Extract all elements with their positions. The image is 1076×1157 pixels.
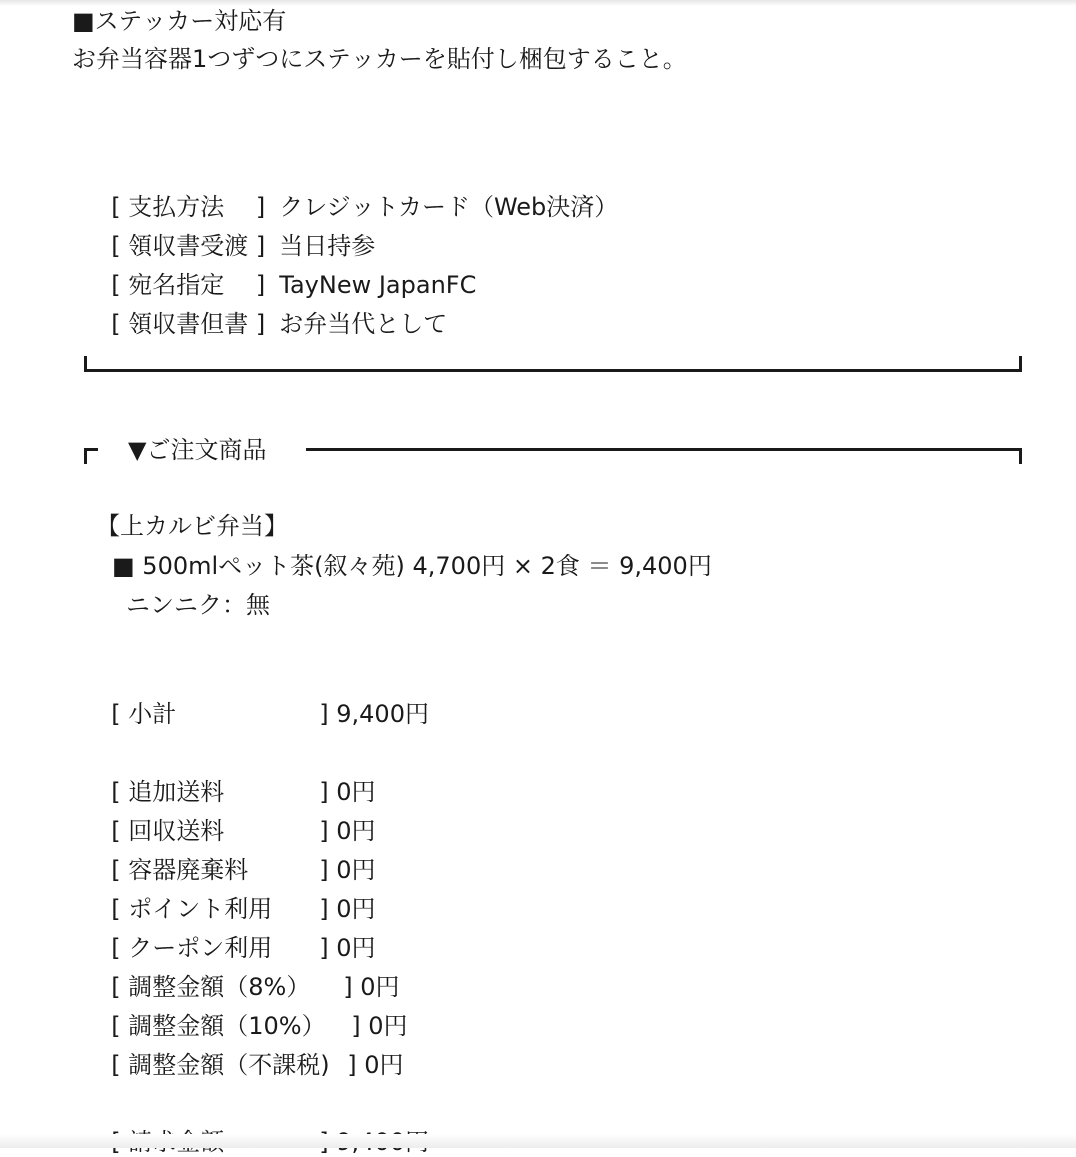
product-item-line: ■ 500mlペット茶(叙々苑) 4,700円 × 2食 ＝ 9,400円 <box>112 552 712 580</box>
fee-value: ] 0円 <box>319 817 376 845</box>
subtotal-value: ] 9,400円 <box>319 700 429 728</box>
order-header-left-corner-v <box>84 448 87 464</box>
section-closing-rule <box>84 369 1022 372</box>
receipt-proviso-value: お弁当代として <box>279 310 448 338</box>
subtotal-label: [ 小計 <box>111 700 177 728</box>
receipt-proviso-label: [ 領収書但書 ] <box>111 310 266 338</box>
payment-method-value: クレジットカード（Web決済） <box>279 193 619 221</box>
sticker-heading: ■ステッカー対応有 <box>72 7 287 35</box>
fee-value: ] 0円 <box>319 778 376 806</box>
sticker-note: お弁当容器1つずつにステッカーを貼付し梱包すること。 <box>72 45 687 73</box>
fee-label: [ クーポン利用 <box>111 934 273 962</box>
product-option-line: ニンニク：無 <box>126 591 270 619</box>
fee-row <box>96 1020 404 1080</box>
order-section-title: ▼ご注文商品 <box>128 436 267 464</box>
fee-label: [ ポイント利用 <box>111 895 273 923</box>
receipt-delivery-label: [ 領収書受渡 ] <box>111 232 266 260</box>
fee-label: [ 追加送料 <box>111 778 225 806</box>
billing-total-row <box>96 1097 429 1157</box>
closing-rule-left-tick <box>84 356 87 372</box>
fee-label: [ 調整金額（10%） <box>111 1012 326 1040</box>
order-header-right-tick <box>1019 448 1022 464</box>
fee-value: ] 0円 <box>347 1051 404 1079</box>
order-header-rule <box>306 448 1022 451</box>
fee-label: [ 調整金額（不課税) <box>111 1051 330 1079</box>
fee-label: [ 回収送料 <box>111 817 225 845</box>
closing-rule-right-tick <box>1019 356 1022 372</box>
receipt-proviso-row <box>96 279 447 339</box>
addressee-value: TayNew JapanFC <box>279 271 477 299</box>
fee-value: ] 0円 <box>319 856 376 884</box>
addressee-label: [ 宛名指定 ] <box>111 271 266 299</box>
fee-label: [ 容器廃棄料 <box>111 856 249 884</box>
fee-value: ] 0円 <box>351 1012 408 1040</box>
fee-value: ] 0円 <box>319 934 376 962</box>
subtotal-row <box>96 669 429 729</box>
payment-method-label: [ 支払方法 ] <box>111 193 266 221</box>
fee-value: ] 0円 <box>343 973 400 1001</box>
product-name: 【上カルビ弁当】 <box>96 512 288 540</box>
bottom-shadow-edge <box>0 1134 1076 1148</box>
fee-label: [ 調整金額（8%） <box>111 973 311 1001</box>
receipt-delivery-value: 当日持参 <box>279 232 376 260</box>
fee-value: ] 0円 <box>319 895 376 923</box>
